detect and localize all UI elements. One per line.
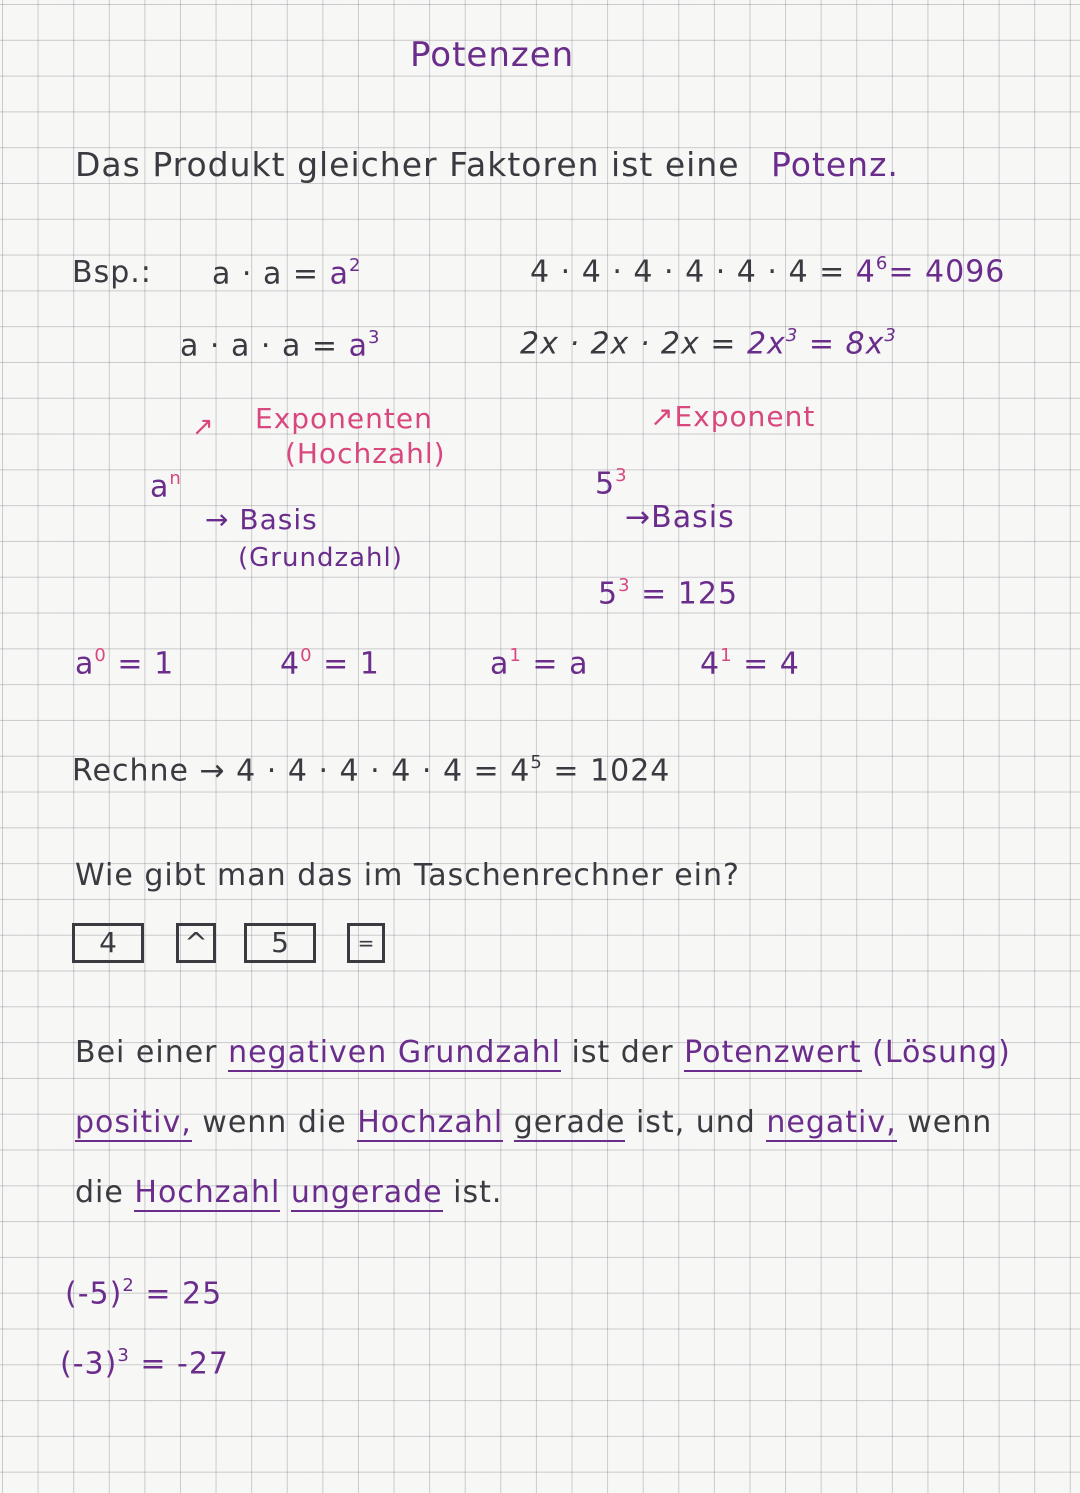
example-3: $4 \cdot 4 \cdot 4 \cdot 4 \cdot 4 \cdot 4 = 4^6= 4096$ [530,253,1006,290]
arrow-icon: ↗ [192,412,215,442]
example-4: $2x \cdot 2x \cdot 2x = 2x^3 = 8x^3$ [520,325,897,362]
definition-term: Potenz. [771,145,899,184]
basis-label: → Basis [205,503,318,536]
key-power: ^ [176,923,216,963]
key-5: 5 [244,923,316,963]
page-title: Potenzen [410,35,575,75]
key-equals: = [347,923,385,963]
rule-1: $a^0 = 1$ [75,645,175,682]
diagram-right-result: $5^3 = 125$ [598,575,739,612]
rule-3: $a^1 = a$ [490,645,589,682]
exponent-label-right: ↗Exponent [650,400,816,433]
example-2: $a \cdot a \cdot a = a^3$ [180,327,381,364]
diagram-left-base: $a^n$ [150,468,182,505]
exponent-label: Exponenten [255,402,433,435]
rule-4: $4^1 = 4$ [700,645,800,682]
definition-text [75,145,899,184]
basis-label-right: →Basis [625,500,735,535]
example-1: $a \cdot a = a^2$ [212,255,362,292]
rule-2: $4^0 = 1$ [280,645,380,682]
basis-sublabel: (Grundzahl) [238,543,403,573]
negative-line-2: positiv, wenn die Hochzahl gerade ist, und negativ, wenn [75,1105,993,1140]
examples-label: Bsp.: [72,255,152,290]
negative-line-3: die Hochzahl ungerade ist. [75,1175,503,1210]
negative-line-1: Bei einer negativen Grundzahl ist der Potenzwert (Lösung) [75,1035,1011,1070]
definition-body: Das Produkt gleicher Faktoren ist eine [75,145,740,184]
calculator-question: Wie gibt man das im Taschenrechner ein? [75,858,740,893]
negative-example-1: $(-5)^2 = 25$ [65,1275,223,1312]
key-4: 4 [72,923,144,963]
exponent-sublabel: (Hochzahl) [285,437,446,470]
diagram-right-base: $5^3$ [595,465,628,502]
negative-example-2: $(-3)^3 = -27$ [60,1345,229,1382]
calc-example: Rechne → $4 \cdot 4 \cdot 4 \cdot 4 \cdot 4 = 4^5 = 1024$ [72,752,671,789]
